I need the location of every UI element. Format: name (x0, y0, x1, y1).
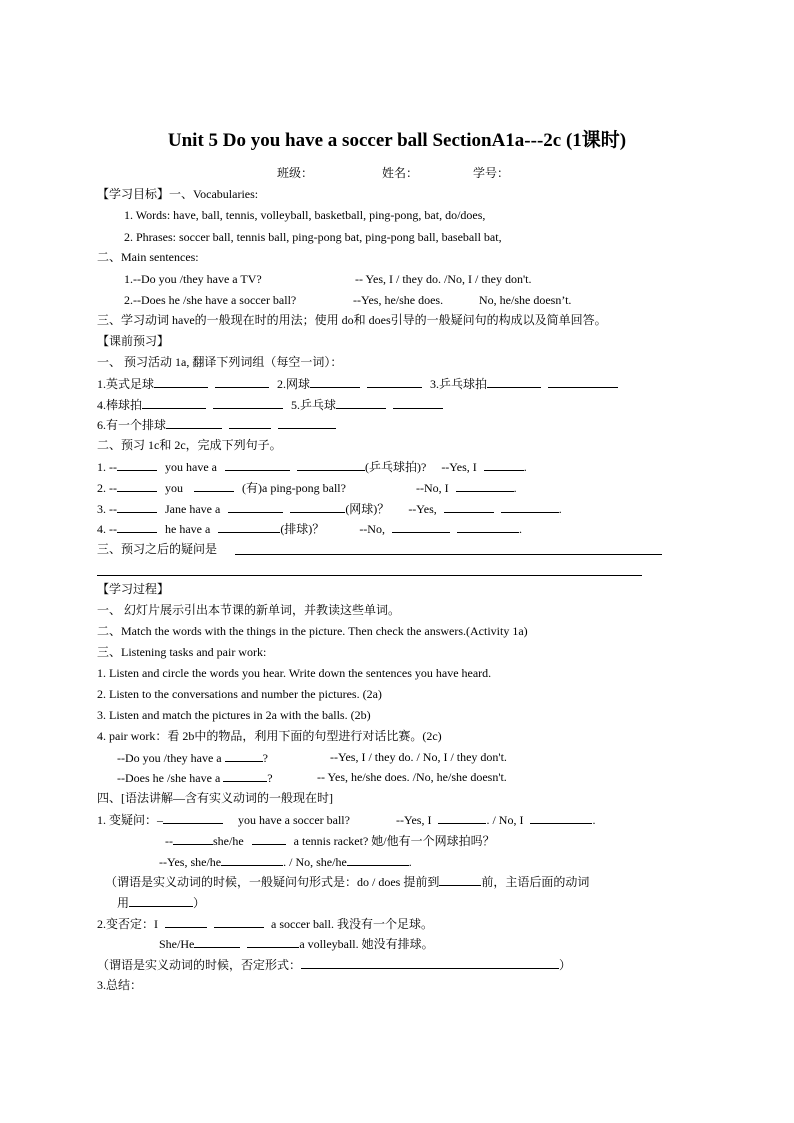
blank[interactable] (247, 935, 299, 948)
blank[interactable] (301, 956, 559, 969)
note-1 (105, 873, 589, 890)
d2a: --Does he /she have a (117, 771, 221, 785)
n2b: ） (193, 896, 206, 910)
q1b: you have a soccer ball? (238, 813, 350, 827)
q1a: 1. 变疑问：– (97, 813, 164, 827)
blank[interactable] (457, 520, 519, 533)
goals-heading: 【学习目标】 (97, 187, 170, 201)
summary-label: 3.总结： (97, 978, 143, 992)
s1b: you have a (165, 460, 217, 474)
blank[interactable] (444, 500, 494, 513)
blank[interactable] (214, 915, 264, 928)
s1a: 1. -- (97, 460, 117, 474)
blank[interactable] (225, 749, 263, 762)
blank[interactable] (117, 500, 157, 513)
vocab-words: 1. Words: have, ball, tennis, volleyball, basketball, ping-pong, bat, do/does, (124, 208, 486, 222)
dialog-2 (117, 769, 273, 786)
neg-b: a soccer ball. 我没有一个足球。 (271, 917, 433, 931)
n3b: ） (559, 958, 572, 972)
s2c: (有)a ping-pong ball? (242, 481, 346, 495)
blank[interactable] (218, 520, 280, 533)
main-sentence-2-b: No, he/she doesn’t. (479, 293, 572, 307)
main-sentences-label: 二、Main sentences: (97, 250, 199, 264)
blank[interactable] (438, 811, 486, 824)
s4b: he have a (165, 522, 211, 536)
preview-sentence-3: 3. -- Jane have a (网球)？ --Yes, . (97, 502, 562, 516)
preview-part3: 三、预习之后的疑问是 (97, 542, 218, 556)
neg2-b: a volleyball. 她没有排球。 (299, 937, 434, 951)
word-row-1 (97, 375, 618, 392)
blank[interactable] (154, 375, 208, 388)
d1c: --Yes, I / they do. / No, I / they don't. (330, 750, 507, 764)
d1b: ? (262, 751, 268, 765)
question-1 (97, 811, 350, 828)
question-1-answer: --Yes, I . / No, I . (396, 813, 596, 827)
blank[interactable] (225, 458, 290, 471)
blank[interactable] (223, 769, 267, 782)
blank[interactable] (117, 520, 157, 533)
number-label: 学号： (473, 166, 510, 180)
process-1: 一、 幻灯片展示引出本节课的新单词，并教读这些单词。 (97, 603, 401, 617)
preview-heading: 【课前预习】 (97, 334, 170, 348)
goals-heading-line (97, 186, 258, 202)
blank[interactable] (117, 479, 157, 492)
class-label: 班级： (277, 166, 314, 180)
q1d: . / No, I (486, 813, 524, 827)
s3d: --Yes, (408, 502, 437, 516)
s1c: (乒乓球拍)? (364, 460, 427, 474)
blank[interactable] (142, 396, 206, 409)
process-3: 三、Listening tasks and pair work: (97, 645, 267, 659)
d2c: -- Yes, he/she does. /No, he/she doesn't. (317, 770, 507, 784)
blank[interactable] (501, 500, 559, 513)
blank[interactable] (439, 873, 481, 886)
blank[interactable] (165, 915, 207, 928)
q3a: --Yes, she/he (159, 855, 222, 869)
s4d: --No, (359, 522, 385, 536)
blank[interactable] (166, 416, 222, 429)
blank[interactable] (228, 500, 283, 513)
blank[interactable] (252, 832, 286, 845)
listen-1: 1. Listen and circle the words you hear. Write down the sentences you have heard. (97, 666, 492, 680)
blank[interactable] (229, 416, 271, 429)
blank[interactable] (456, 479, 514, 492)
listen-2: 2. Listen to the conversations and number the pictures. (2a) (97, 687, 382, 701)
preview-part1: 一、 预习活动 1a, 翻译下列词组（每空一词）： (97, 355, 343, 369)
page-title: Unit 5 Do you have a soccer ball SectionA1a---2c (1课时) (167, 130, 627, 151)
s4c: (排球)？ (280, 522, 325, 536)
blank[interactable] (347, 853, 409, 866)
s2a: 2. -- (97, 481, 117, 495)
grammar-heading: 四、[语法讲解—含有实义动词的一般现在时] (97, 791, 333, 805)
word-row-3 (97, 416, 336, 433)
listen-3: 3. Listen and match the pictures in 2a with the balls. (2b) (97, 708, 371, 722)
question-3: --Yes, she/he . / No, she/he . (159, 855, 412, 869)
s3a: 3. -- (97, 502, 117, 516)
word-baseball-bat: 4.棒球拍 (97, 398, 143, 412)
q2b: she/he (213, 834, 244, 848)
blank[interactable] (173, 832, 213, 845)
blank[interactable] (484, 458, 524, 471)
dialog-1 (117, 749, 268, 766)
blank[interactable] (278, 416, 336, 429)
blank[interactable] (163, 811, 223, 824)
negative-1 (97, 915, 433, 932)
blank[interactable] (290, 500, 345, 513)
main-sentence-1-q: 1.--Do you /they have a TV? (124, 272, 262, 286)
s4a: 4. -- (97, 522, 117, 536)
blank[interactable] (221, 853, 283, 866)
s1d: --Yes, I (441, 460, 477, 474)
process-2: 二、Match the words with the things in the picture. Then check the answers.(Activity 1a) (97, 624, 528, 638)
word-ping-pong-bat: 3.乒乓球拍 (430, 377, 488, 391)
blank[interactable] (194, 479, 234, 492)
blank[interactable] (194, 935, 240, 948)
q1c: --Yes, I (396, 813, 432, 827)
blank[interactable] (530, 811, 592, 824)
s3b: Jane have a (165, 502, 221, 516)
word-have-volleyball: 6.有一个排球 (97, 418, 167, 432)
q2a: -- (165, 834, 173, 848)
note-1-cont (117, 894, 205, 911)
blank[interactable] (310, 375, 360, 388)
q3b: . / No, she/he (283, 855, 347, 869)
question-2 (165, 832, 495, 849)
preview-part2: 二、预习 1c和 2c，完成下列句子。 (97, 438, 282, 452)
d2b: ? (267, 771, 273, 785)
blank[interactable] (117, 458, 157, 471)
preview-sentence-1: 1. -- you have a (乒乓球拍)? --Yes, I . (97, 460, 527, 474)
name-label: 姓名： (382, 166, 419, 180)
neg2-a: She/He (159, 937, 195, 951)
q2c: a tennis racket? 她/他有一个网球拍吗？ (293, 834, 495, 848)
preview-sentence-4: 4. -- he have a (排球)？ --No, . (97, 522, 522, 536)
main-sentence-1-a: -- Yes, I / they do. /No, I / they don't. (355, 272, 532, 286)
blank[interactable] (548, 375, 618, 388)
blank[interactable] (367, 375, 422, 388)
grammar-goal: 三、学习动词 have的一般现在时的用法；使用 do和 does引导的一般疑问句的构成以及简单回答。 (97, 313, 607, 327)
s2d: --No, I (415, 481, 449, 495)
pair-work: 4. pair work：看 2b中的物品，利用下面的句型进行对话比赛。(2c) (97, 729, 442, 743)
n1b: 前，主语后面的动词 (481, 875, 590, 889)
word-tennis: 2.网球 (277, 377, 311, 391)
n1a: （谓语是实义动词的时候，一般疑问句形式是：do / does 提前到 (105, 875, 440, 889)
s2b: you (165, 481, 183, 495)
answer-line[interactable] (235, 554, 662, 555)
blank[interactable] (392, 520, 450, 533)
answer-line[interactable] (97, 575, 642, 576)
blank[interactable] (215, 375, 269, 388)
preview-sentence-2: 2. -- you (有)a ping-pong ball? --No, I . (97, 481, 517, 495)
blank[interactable] (393, 396, 443, 409)
negative-2 (159, 935, 434, 952)
vocab-phrases: 2. Phrases: soccer ball, tennis ball, ping-pong bat, ping-pong ball, baseball bat, (124, 230, 502, 244)
process-heading: 【学习过程】 (97, 582, 170, 596)
blank[interactable] (213, 396, 283, 409)
main-sentence-2-q: 2.--Does he /she have a soccer ball? (124, 293, 297, 307)
word-soccer-ball: 1.英式足球 (97, 377, 155, 391)
blank[interactable] (129, 894, 193, 907)
blank[interactable] (297, 458, 365, 471)
s3c: (网球)？ (345, 502, 390, 516)
note-2 (97, 956, 571, 973)
d1a: --Do you /they have a (117, 751, 222, 765)
n2a: 用 (117, 896, 130, 910)
neg-a: 2.变否定：I (97, 917, 158, 931)
n3a: （谓语是实义动词的时候，否定形式： (97, 958, 302, 972)
word-row-2 (97, 396, 443, 413)
word-ping-pong: 5.乒乓球 (291, 398, 337, 412)
main-sentence-2-a: --Yes, he/she does. (353, 293, 444, 307)
blank[interactable] (487, 375, 541, 388)
blank[interactable] (336, 396, 386, 409)
vocab-label: 一、Vocabularies: (169, 187, 259, 201)
